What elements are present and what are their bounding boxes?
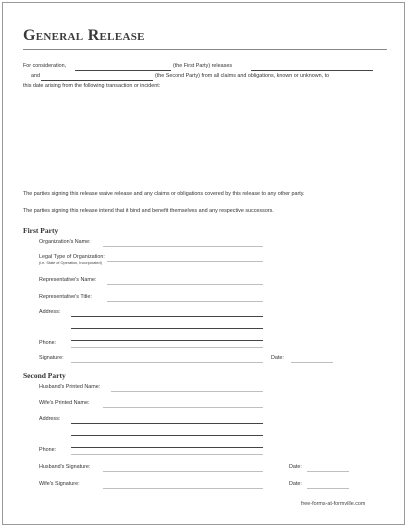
wife-signature-label: Wife's Signature: <box>39 481 80 487</box>
second-party-name-field[interactable] <box>41 80 153 81</box>
title-divider <box>23 49 387 50</box>
first-address-line-1[interactable] <box>71 316 263 317</box>
intro-first-party-label: (the First Party) releases <box>173 63 233 69</box>
first-signature-field[interactable] <box>71 362 263 363</box>
second-address-line-3[interactable] <box>71 447 263 448</box>
org-name-field[interactable] <box>103 246 263 247</box>
intro-transaction-label: this date arising from the following transaction or incident: <box>23 83 161 89</box>
wife-name-label: Wife's Printed Name: <box>39 400 90 406</box>
husband-date-field[interactable] <box>307 471 349 472</box>
husband-signature-field[interactable] <box>103 471 263 472</box>
first-date-label: Date: <box>271 355 284 361</box>
first-phone-field[interactable] <box>71 347 263 348</box>
rep-name-label: Representative's Name: <box>39 277 97 283</box>
rep-name-field[interactable] <box>107 284 263 285</box>
rep-title-field[interactable] <box>107 301 263 302</box>
first-address-line-2[interactable] <box>71 328 263 329</box>
first-party-name-field[interactable] <box>251 70 373 71</box>
intro-and-label: and <box>31 73 40 79</box>
second-address-label: Address: <box>39 416 61 422</box>
wife-signature-field[interactable] <box>103 488 263 489</box>
second-phone-field[interactable] <box>71 454 263 455</box>
husband-name-label: Husband's Printed Name: <box>39 384 101 390</box>
second-party-heading: Second Party <box>23 371 66 380</box>
footer-credit: free-forms-at-formville.com <box>301 501 366 507</box>
binding-paragraph: The parties signing this release intend that it bind and benefit themselves and any respective successors. <box>23 208 274 214</box>
second-phone-label: Phone: <box>39 447 57 453</box>
second-address-line-2[interactable] <box>71 435 263 436</box>
legal-type-hint: (i.e. State of Operation, Incorporated) <box>39 261 102 265</box>
rep-title-label: Representative's Title: <box>39 294 92 300</box>
first-address-label: Address: <box>39 309 61 315</box>
first-date-field[interactable] <box>291 362 333 363</box>
husband-name-field[interactable] <box>111 391 263 392</box>
first-phone-label: Phone: <box>39 340 57 346</box>
wife-date-field[interactable] <box>307 488 349 489</box>
first-party-heading: First Party <box>23 226 59 235</box>
transaction-description-area[interactable] <box>23 95 387 187</box>
page-title: General Release <box>23 27 145 44</box>
release-form-page <box>2 2 405 525</box>
first-address-line-3[interactable] <box>71 340 263 341</box>
waiver-paragraph: The parties signing this release waive release and any claims or obligations covered by this release to any other party. <box>23 191 305 197</box>
legal-type-label: Legal Type of Organization: <box>39 254 105 260</box>
org-name-label: Organization's Name: <box>39 239 91 245</box>
husband-signature-label: Husband's Signature: <box>39 464 91 470</box>
consideration-field[interactable] <box>75 70 171 71</box>
intro-second-party-label: (the Second Party) from all claims and obligations, known or unknown, to <box>155 73 330 79</box>
second-date-label-1: Date: <box>289 464 302 470</box>
first-signature-label: Signature: <box>39 355 64 361</box>
wife-name-field[interactable] <box>103 407 263 408</box>
intro-consideration-label: For consideration, <box>23 63 67 69</box>
second-address-line-1[interactable] <box>71 423 263 424</box>
second-date-label-2: Date: <box>289 481 302 487</box>
legal-type-field[interactable] <box>107 261 263 262</box>
